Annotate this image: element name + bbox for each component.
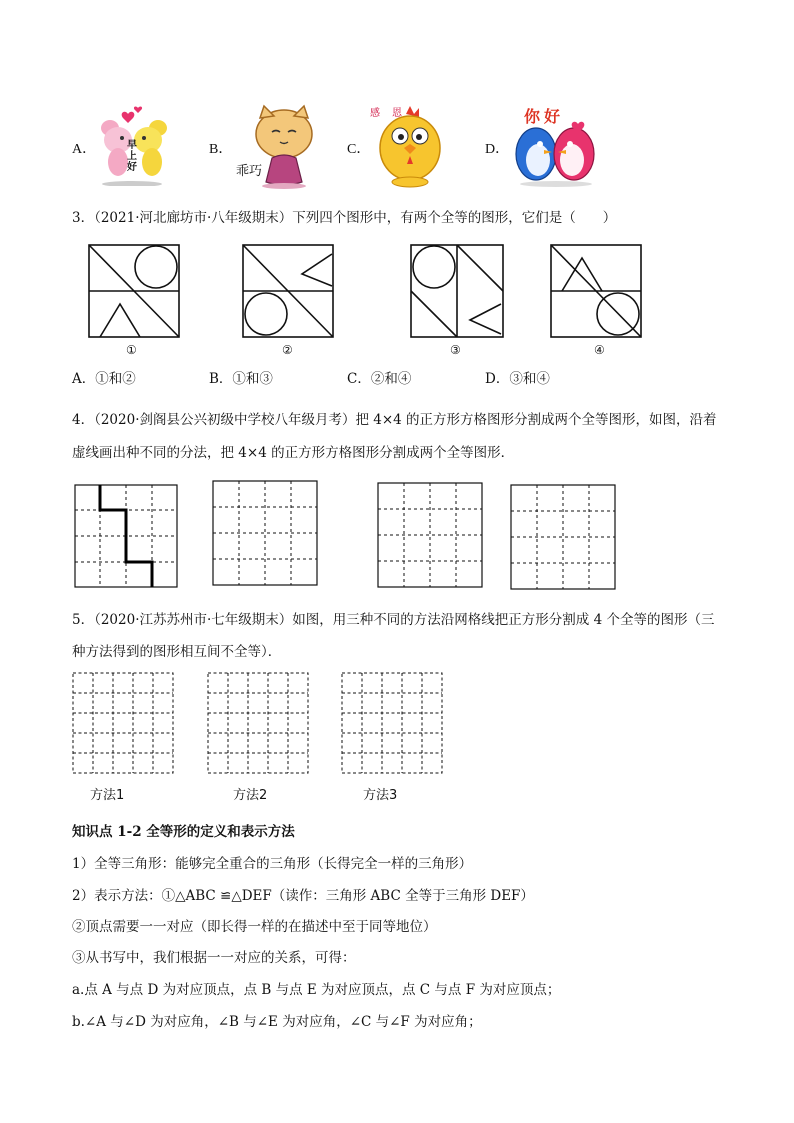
knowledge-line-6: b.∠A 与∠D 为对应角，∠B 与∠E 为对应角，∠C 与∠F 为对应角；	[72, 1014, 482, 1030]
option-c-caption: 感恩	[370, 108, 414, 119]
q3-figure-1	[88, 244, 180, 338]
knowledge-line-2: 2）表示方法：①△ABC ≌△DEF（读作：三角形 ABC 全等于三角形 DEF）	[72, 888, 534, 904]
q5-caption-method2: 方法2	[233, 788, 268, 803]
q4-stem-line2: 虚线画出种不同的分法，把 4×4 的正方形方格图形分割成两个全等图形．	[72, 445, 515, 461]
option-d-letter: D．	[485, 142, 510, 157]
q3-figure-2-label: ②	[282, 343, 293, 357]
q4-grid-3	[510, 484, 616, 590]
option-d-caption: 你好	[524, 107, 565, 126]
q4-grid-2	[377, 482, 483, 588]
q5-grid-method2	[207, 672, 309, 774]
q3-figure-4	[550, 244, 642, 338]
q3-stem: 3．（2021·河北廊坊市·八年级期末）下列四个图形中，有两个全等的图形，它们是（ ）	[72, 210, 617, 226]
q3-option-b: B．①和③	[209, 371, 273, 387]
q5-grid-method1	[72, 672, 174, 774]
knowledge-line-1: 1）全等三角形：能够完全重合的三角形（长得完全一样的三角形）	[72, 856, 473, 872]
q3-figure-4-label: ④	[594, 343, 605, 357]
q3-figure-1-label: ①	[126, 343, 137, 357]
option-b-letter: B．	[209, 142, 233, 157]
q3-figure-2	[242, 244, 334, 338]
q5-caption-method1: 方法1	[90, 788, 125, 803]
knowledge-line-5: a.点 A 与点 D 为对应顶点，点 B 与点 E 为对应顶点，点 C 与点 F 为对应顶点；	[72, 982, 561, 998]
q3-option-a: A．①和②	[72, 371, 136, 387]
q3-option-d: D．③和④	[485, 371, 550, 387]
option-c-letter: C．	[347, 142, 371, 157]
q4-grid-example	[74, 484, 178, 588]
q3-figure-3-label: ③	[450, 343, 461, 357]
option-b-caption: 乖巧	[236, 164, 263, 179]
q5-stem-line2: 种方法得到的图形相互间不全等）．	[72, 644, 282, 660]
q4-grid-1	[212, 480, 318, 586]
q5-grid-method3	[341, 672, 443, 774]
q3-figure-3	[410, 244, 504, 338]
q5-stem-line1: 5．（2020·江苏苏州市·七年级期末）如图，用三种不同的方法沿网格线把正方形分割成 4 个全等的图形（三	[72, 612, 715, 628]
q5-caption-method3: 方法3	[363, 788, 398, 803]
q4-stem-line1: 4．（2020·剑阁县公兴初级中学校八年级月考）把 4×4 的正方形方格图形分割成两个全等图形，如图，沿着	[72, 412, 717, 428]
knowledge-line-3: ②顶点需要一一对应（即长得一样的在描述中至于同等地位）	[72, 919, 437, 935]
q3-option-c: C．②和④	[347, 371, 412, 387]
option-a-caption: 早上好	[127, 140, 137, 173]
option-a-letter: A．	[72, 142, 97, 157]
knowledge-heading: 知识点 1-2 全等形的定义和表示方法	[72, 824, 295, 840]
knowledge-line-4: ③从书写中，我们根据一一对应的关系，可得：	[72, 950, 356, 966]
